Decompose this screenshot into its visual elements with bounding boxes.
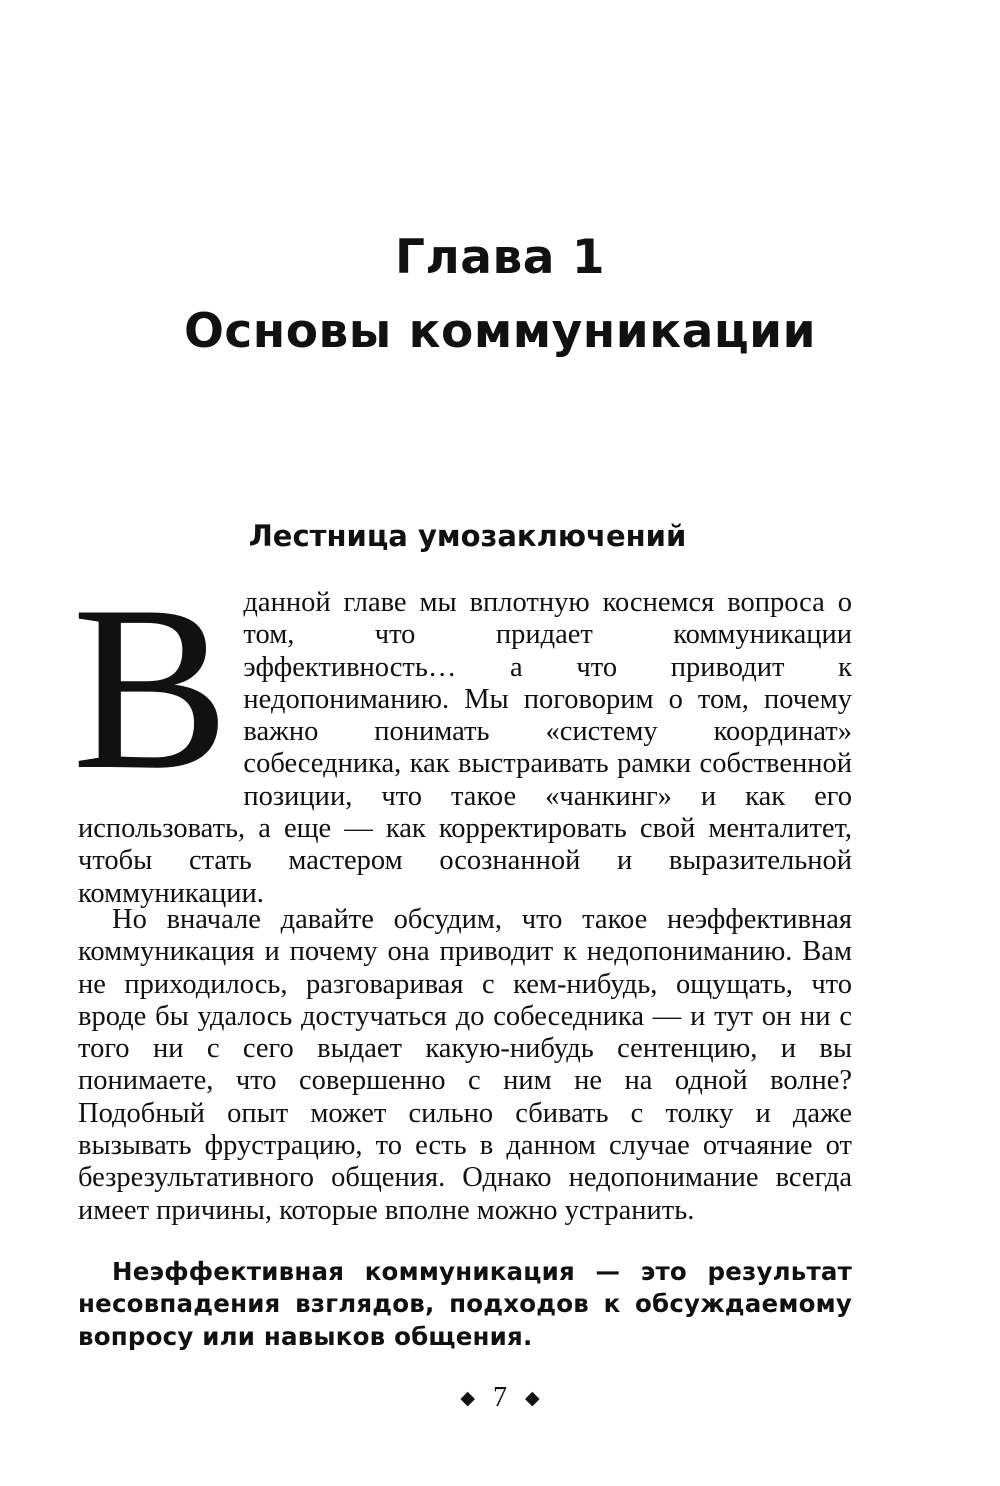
drop-cap-letter: В (72, 558, 230, 819)
paragraph-bold-statement: Неэффективная коммуникация — это результат несовпадения взглядов, подходов к обсуждаемому вопросу или навыков общения. (78, 1257, 852, 1351)
chapter-title: Основы коммуникации (183, 304, 817, 359)
diamond-ornament-right-icon: ◆ (525, 1386, 540, 1409)
paragraph-intro-text: данной главе мы вплотную коснемся вопроса о том, что придает коммуникации эффективность… а что приводит к недопониманию. Мы поговорим о том, почему важно понимать «систему координат» собеседника, как выстраивать рамки собственной позиции, что такое «чанкинг» и как его использовать, а еще — как корректировать свой менталитет, чтобы стать мастером осознанной и выразительной коммуникации. (78, 587, 852, 909)
page-footer (0, 1378, 1000, 1418)
chapter-number: Глава 1 (394, 230, 606, 285)
paragraph-second: Но вначале давайте обсудим, что такое неэффективная коммуникация и почему она приводит к недопониманию. Вам не приходилось, разговаривая с кем-нибудь, ощущать, что вроде бы удалось достучаться до собеседника — и тут он ни с того ни с сего выдает какую-нибудь сентенцию, и вы понимаете, что совершенно с ним не на одной волне? Подобный опыт может сильно сбивать с толку и даже вызывать фрустрацию, то есть в данном случае отчаяние от безрезультативного общения. Однако недопонимание всегда имеет причины, которые вполне можно устранить. (78, 904, 852, 1226)
section-title: Лестница умозаключений (248, 519, 687, 553)
page-number: 7 (493, 1382, 507, 1413)
paragraph-intro (72, 558, 852, 910)
diamond-ornament-left-icon: ◆ (460, 1386, 475, 1409)
